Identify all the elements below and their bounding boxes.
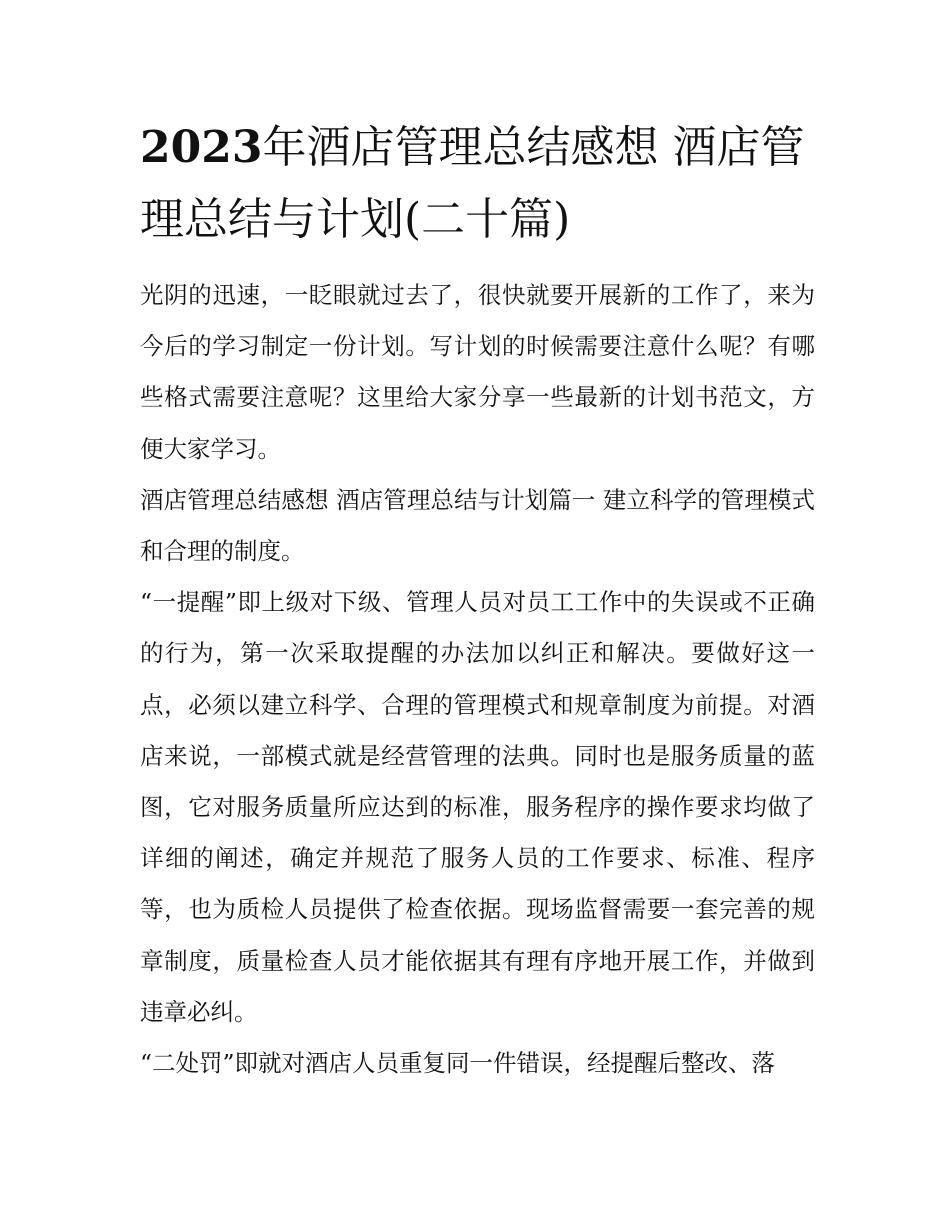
document-page (140, 112, 815, 1089)
title-year: 2023 (140, 122, 263, 173)
title-text: 年酒店管理总结感想 酒店管理总结与计划(二十篇) (140, 122, 805, 245)
paragraph-intro: 光阴的迅速，一眨眼就过去了，很快就要开展新的工作了，来为今后的学习制定一份计划。写计划的时候需要注意什么呢？有哪些格式需要注意呢？这里给大家分享一些最新的计划书范文，方便大家学习。 (140, 281, 815, 463)
paragraph-penalty: “二处罚”即就对酒店人员重复同一件错误，经提醒后整改、落 (140, 1049, 776, 1078)
document-title (140, 112, 815, 256)
paragraph-reminder: “一提醒”即上级对下级、管理人员对员工工作中的失误或不正确的行为，第一次采取提醒的办法加以纠正和解决。要做好这一点，必须以建立科学、合理的管理模式和规章制度为前提。对酒店来说，一部模式就是经营管理的法典。同时也是服务质量的蓝图，它对服务质量所应达到的标准，服务程序的操作要求均做了详细的阐述，确定并规范了服务人员的工作要求、标准、程序等，也为质检人员提供了检查依据。现场监督需要一套完善的规章制度，质量检查人员才能依据其有理有序地开展工作，并做到违章必纠。 (140, 588, 815, 1026)
paragraph-section-heading: 酒店管理总结感想 酒店管理总结与计划篇一 建立科学的管理模式和合理的制度。 (140, 485, 815, 566)
